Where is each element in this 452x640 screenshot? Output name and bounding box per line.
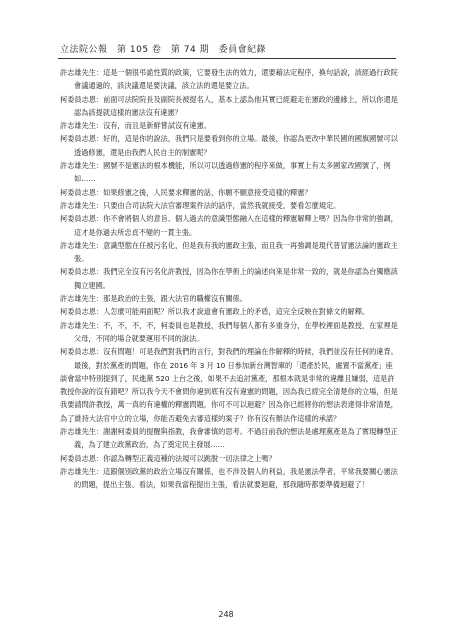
paragraph: 許志雄先生：這跟個別政黨的政治立場沒有關係，也不涉及個人的利益，我是憲法學者，平常我要關心憲法的問題，提出主張、看法，如果我當程提出主張，看法就要迴避，那我隨時都要準備迴避了！ [60,466,398,490]
paragraph: 許志雄先生：不，不，不，不，柯委員也是教授，我們每個人都有多重身分，在學校裡面是教授，在家裡是父母，不同的場合就要運用不同的說法。 [60,320,398,343]
paragraph: 柯委員志恩：你認為轉型正義這種的法規可以跳脫一切法律之上嗎？ [60,453,276,463]
paragraph: 許志雄先生：這是一個很弔詭性質的政策，它要發生法的效力，還要藉法定程序，換句話說，該經過行政院會議通過的，該決議還是要決議，該立法的還是要立法。 [60,68,398,91]
paragraph: 許志雄先生：那是政治的主張，跟大法官的職權沒有關係。 [60,294,247,304]
paragraph: 柯委員志恩：前面可法院院長及副院長被提名人，基本上認為他其實已經避走在憲政的邊緣上，所以你還是認為該提就這樣的憲法沒有違憲？ [60,94,398,117]
paragraph: 許志雄先生：意識型態在任被污名化，但是我有我的憲政主張，而且我一再強調是現代普冒憲法論的憲政主張。 [60,240,398,264]
paragraph: 許志雄先生：謝謝柯委員的提醒與指教，我會審慎的思考。不過目前我的想法是處理黨產是為了實現轉型正義，為了建立政黨政治，為了奠定民主發展…… [60,427,398,450]
paragraph: 許志雄先生：沒有，而且是新鮮嘗試沒有違憲。 [60,121,211,131]
page-number: 248 [218,610,234,619]
page-header: 立法院公報 第 105 卷 第 74 期 委員會紀錄 [60,45,267,55]
paragraph: 柯委員志恩：人怎麼可能兩面呢？所以我才說道會有憲政上的矛盾，這完全反映在對條文的解釋。 [60,307,370,317]
paragraph: 柯委員志恩：好的，這是你的說法，我們只是要看到你的立場。最後，你認為更改中華民國的國旗國號可以透過修憲，還是由我們人民自主的制憲呢？ [60,134,398,157]
header-rule [58,58,396,59]
paragraph: 柯委員志恩：沒有問題！可是我們對我們的言行，對我們的理論在作解釋的時候，我們並沒有任何的違背。 [60,347,398,357]
paragraph: 最後，對於黨產的問題，你在 2016 年 3 月 10 日參加新台灣智庫的「還產於民，處置不當黨產」座談會當中特別提到了，民進黨 520 上台之後，如果不去追討黨產，那根本就是非常的違離且嫌弱，這是許教授你說的沒有錯吧？所以我今天不會問你違到底有沒有違憲的問題，因為我已經完全清楚你的立場，但是我要請問許教授，萬一真的有違權的釋憲問題，你可不可以迴避？因為你已經將你的想法表達得非常清楚，為了維持大法官中立的立場，你能否避免去審這樣的案子？你有沒有辦法作這樣的承諾？ [60,360,398,423]
paragraph: 柯委員志恩：我們完全沒有污名化許教授，因為你在學術上的論述向來是非常一致的，就是你認為台獨應該獨立建國。 [60,267,398,290]
paragraph: 許志雄先生：國號不是憲法的根本機能，所以可以透過修憲的程序來做，事實上有太多國家改國號了，例如…… [60,161,391,184]
paragraph: 柯委員志恩：你不會將個人的意旨、個人過去的意識型態融入在這樣的釋憲解釋上嗎？因為你非常的強調，這才是你過去所忠貞不變的一貫主張。 [60,214,398,237]
document-body [60,66,398,492]
paragraph: 許志雄先生：只要由合司法院大法官審理案件法的話序，當然我就接受，要看怎麼規定。 [60,200,341,210]
paragraph: 柯委員志恩：如果修憲之後，人民要求釋憲的話，你願不願意接受這樣的釋憲？ [60,187,312,197]
